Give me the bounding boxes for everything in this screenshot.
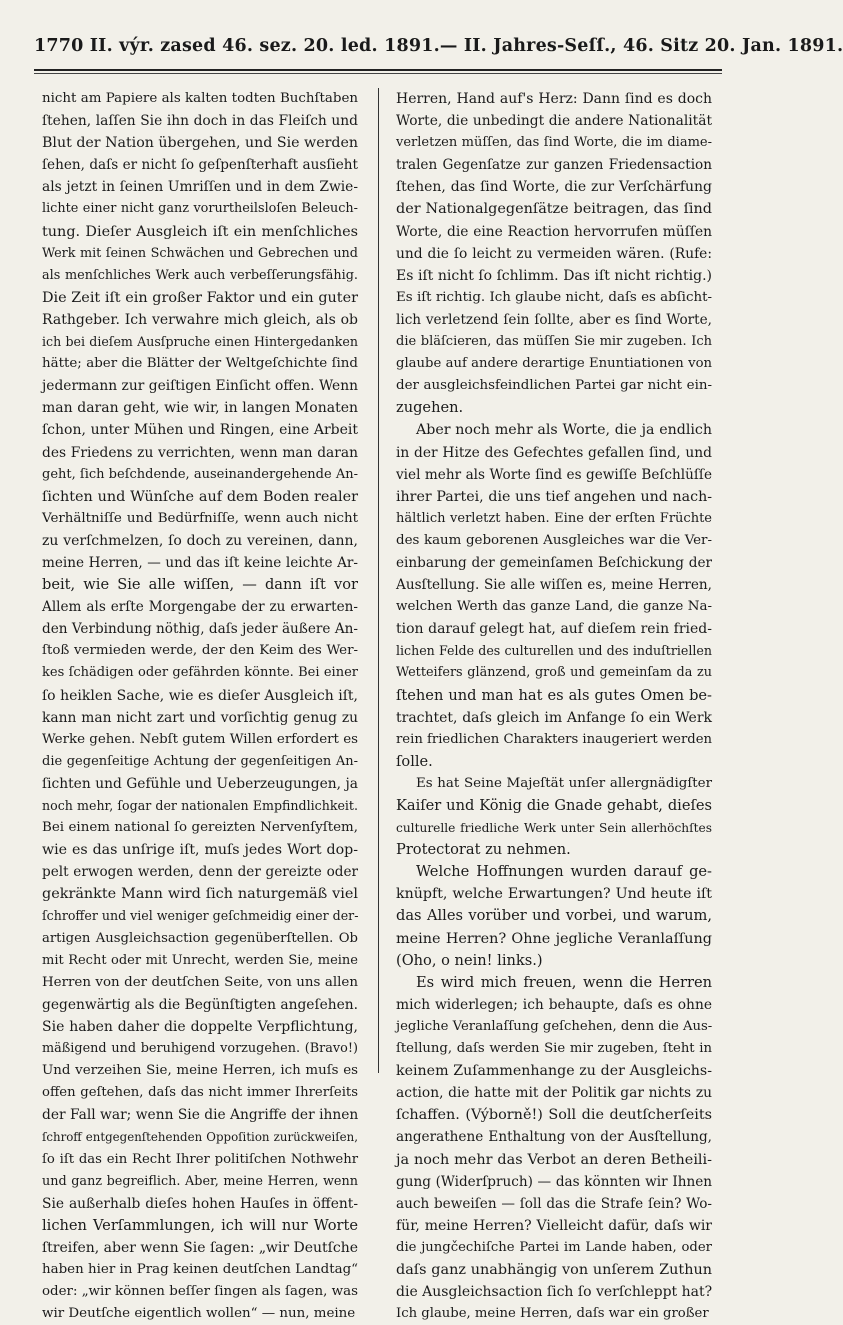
text-line: angerathene Enthaltung von der Ausſtellung, xyxy=(396,1129,712,1146)
text-line: auch beweiſen — ſoll das die Strafe ſein? Wo- xyxy=(396,1195,712,1212)
text-line: tung. Dieſer Ausgleich iſt ein menſchliches xyxy=(42,223,358,240)
text-line: ſo heiklen Sache, wie es dieſer Ausgleich iſt, xyxy=(42,687,358,704)
text-line: Allem als erſte Morgengabe der zu erwarten- xyxy=(42,599,358,616)
text-line: Protectorat zu nehmen. xyxy=(396,841,571,859)
text-line: ſchroffer und viel weniger geſchmeidig einer der- xyxy=(42,908,359,924)
text-line: jedermann zur geiſtigen Einſicht offen. Wenn xyxy=(42,378,358,395)
text-line: gegenwärtig als die Begünſtigten angeſehen. xyxy=(42,996,359,1013)
text-line: gung (Widerſpruch) — das könnten wir Ihnen xyxy=(396,1173,712,1190)
text-line: man daran geht, wie wir, in langen Monaten xyxy=(42,400,358,417)
text-line: mich widerlegen; ich behaupte, daſs es ohne xyxy=(396,996,712,1013)
text-line: nicht am Papiere als kalten todten Buchſtaben xyxy=(42,91,358,106)
text-line: lichte einer nicht ganz vorurtheilsloſen Beleuch- xyxy=(42,201,358,217)
text-line: culturelle friedliche Werk unter Sein allerhöchſtes xyxy=(396,821,712,836)
text-line: ſehen, daſs er nicht ſo geſpenſterhaft ausſieht xyxy=(42,157,358,174)
text-line: tralen Gegenſatze zur ganzen Friedensaction xyxy=(396,157,712,174)
text-line: die bläſcieren, das müſſen Sie mir zugeben. Ich xyxy=(396,334,712,350)
page-header xyxy=(34,36,843,56)
text-line: die jungčechiſche Partei im Lande haben, oder xyxy=(396,1239,712,1255)
text-line: ſchaffen. (Výborně!) Soll die deutſcherſeits xyxy=(396,1107,712,1124)
text-line: der Fall war; wenn Sie die Angriffe der ihnen xyxy=(42,1107,359,1124)
text-line: Bei einem national ſo gereizten Nervenſyſtem, xyxy=(42,820,358,836)
text-line: lichen Felde des culturellen und des induſtriellen xyxy=(396,643,712,659)
text-line: ja noch mehr das Verbot an deren Betheili- xyxy=(396,1151,712,1168)
text-line: der Nationalgegenſätze beitragen, das ſind xyxy=(396,201,712,218)
text-line: Rathgeber. Ich verwahre mich gleich, als ob xyxy=(42,311,358,328)
text-line: Es hat Seine Majeſtät unſer allergnädigſter xyxy=(416,775,712,791)
text-line: artigen Ausgleichsaction gegenüberſtellen. Ob xyxy=(42,930,358,946)
text-line: Es iſt nicht ſo ſchlimm. Das iſt nicht richtig.) xyxy=(396,267,712,284)
right-column xyxy=(396,88,712,1325)
text-line: hältlich verletzt haben. Eine der erſten Früchte xyxy=(396,510,712,526)
text-line: Wetteifers glänzend, groß und gemeinſam da zu xyxy=(396,665,712,681)
text-line: beit, wie Sie alle wiſſen, — dann iſt vor xyxy=(42,576,358,594)
header-german: — II. Jahres-Seſſ., 46. Sitz 20. Jan. 1891. xyxy=(439,36,843,56)
text-line: in der Hitze des Gefechtes gefallen ſind, und xyxy=(396,444,712,461)
text-line: meine Herren, — und das iſt keine leichte Ar- xyxy=(42,554,358,571)
text-line: meine Herren? Ohne jegliche Veranlaſſung xyxy=(396,930,712,947)
text-line: mit Recht oder mit Unrecht, werden Sie, meine xyxy=(42,952,358,968)
text-line: offen geſtehen, daſs das nicht immer Ihrerſeits xyxy=(42,1085,358,1101)
text-line: zugehen. xyxy=(396,399,464,417)
text-line: ſtehen, das ſind Worte, die zur Verſchärfung xyxy=(396,179,712,196)
text-line: gekränkte Mann wird ſich naturgemäß viel xyxy=(42,886,358,903)
text-line: Worte, die unbedingt die andere Nationalität xyxy=(396,113,712,130)
text-line: daſs ganz unabhängig von unſerem Zuthun xyxy=(396,1261,712,1278)
text-line: ſichten und Gefühle und Ueberzeugungen, ja xyxy=(42,775,358,792)
text-line: kes ſchädigen oder gefährden könnte. Bei einer xyxy=(42,665,358,681)
text-line: hätte; aber die Blätter der Weltgeſchichte ſind xyxy=(42,356,358,372)
text-line: oder: „wir können beſſer ſingen als ſagen, was xyxy=(42,1284,358,1300)
text-line: wir Deutſche eigentlich wollen“ — nun, meine xyxy=(42,1306,356,1322)
text-line: Werke gehen. Nebſt gutem Willen erfordert es xyxy=(42,731,358,747)
header-czech: 1770 II. výr. zased 46. sez. 20. led. 1891. xyxy=(34,36,440,56)
text-line: des kaum geborenen Ausgleiches war die Ver- xyxy=(396,532,712,548)
text-line: für, meine Herren? Vielleicht dafür, daſs wir xyxy=(396,1217,712,1234)
text-line: ſolle. xyxy=(396,752,433,770)
text-line: ich bei dieſem Ausſpruche einen Hintergedanken xyxy=(42,334,358,350)
text-line: den Verbindung nöthig, daſs jeder äußere An- xyxy=(42,621,358,638)
text-line: Sie außerhalb dieſes hohen Hauſes in öffent- xyxy=(42,1195,358,1212)
text-line: Die Zeit iſt ein großer Faktor und ein guter xyxy=(42,289,358,306)
column-divider xyxy=(378,88,379,1073)
text-line: ſchon, unter Mühen und Ringen, eine Arbeit xyxy=(42,422,358,439)
text-line: und die ſo leicht zu vermeiden wären. (Rufe: xyxy=(396,245,712,262)
text-line: Worte, die eine Reaction hervorrufen müſſen xyxy=(396,223,712,240)
text-line: action, die hatte mit der Politik gar nichts zu xyxy=(396,1085,712,1102)
text-line: Blut der Nation übergehen, und Sie werden xyxy=(42,135,358,152)
text-line: rein friedlichen Charakters inaugeriert werden xyxy=(396,731,713,747)
text-line: Es iſt richtig. Ich glaube nicht, daſs es abſicht- xyxy=(396,289,712,305)
text-line: als menſchliches Werk auch verbeſſerungsfähig. xyxy=(42,267,358,283)
text-line: Es wird mich freuen, wenn die Herren xyxy=(416,973,712,991)
text-line: knüpft, welche Erwartungen? Und heute iſt xyxy=(396,886,712,903)
text-line: der ausgleichsfeindlichen Partei gar nicht ein- xyxy=(396,378,712,394)
header-rule-thin xyxy=(34,73,722,74)
text-line: geht, ſich beſchdende, auseinandergehende An- xyxy=(42,466,358,482)
text-line: kann man nicht zart und vorſichtig genug zu xyxy=(42,709,358,726)
text-line: Ich glaube, meine Herren, daſs war ein großer xyxy=(396,1306,709,1322)
text-line: lichen Verſammlungen, ich will nur Worte xyxy=(42,1216,358,1234)
text-line: Und verzeihen Sie, meine Herren, ich muſs es xyxy=(42,1063,358,1079)
text-line: des Friedens zu verrichten, wenn man daran xyxy=(42,444,358,461)
text-line: ſtellung, daſs werden Sie mir zugeben, ſteht in xyxy=(396,1041,712,1057)
text-line: welchen Werth das ganze Land, die ganze Na- xyxy=(396,599,712,615)
text-line: Sie haben daher die doppelte Verpflichtung, xyxy=(42,1018,358,1035)
text-line: Kaiſer und König die Gnade gehabt, dieſes xyxy=(396,797,712,814)
text-line: ſtehen, laſſen Sie ihn doch in das Fleiſch und xyxy=(42,113,358,130)
text-line: Aber noch mehr als Worte, die ja endlich xyxy=(416,422,712,439)
text-line: ſchroff entgegenſtehenden Oppoſition zurückweiſen, xyxy=(42,1130,358,1145)
text-line: lich verletzend ſein ſollte, aber es ſind Worte, xyxy=(396,311,712,328)
text-line: ihrer Partei, die uns tief angehen und nach- xyxy=(396,488,712,505)
text-line: Verhältniſſe und Bedürfniſſe, wenn auch nicht xyxy=(42,510,358,526)
text-line: viel mehr als Worte ſind es gewiſſe Beſchlüſſe xyxy=(396,466,712,483)
text-line: trachtet, daſs gleich im Anfange ſo ein Werk xyxy=(396,709,712,726)
text-line: glaube auf andere derartige Enuntiationen von xyxy=(396,356,712,372)
text-line: Ausſtellung. Sie alle wiſſen es, meine Herren, xyxy=(396,577,712,594)
text-line: zu verſchmelzen, ſo doch zu vereinen, dann, xyxy=(42,532,358,549)
text-line: verletzen müſſen, das ſind Worte, die im diame- xyxy=(396,135,712,151)
header-rule xyxy=(34,69,722,71)
text-line: Werk mit ſeinen Schwächen und Gebrechen und xyxy=(42,245,358,261)
text-line: jegliche Veranlaſſung geſchehen, denn die Aus- xyxy=(396,1018,713,1034)
text-line: Herren, Hand auf's Herz: Dann ſind es doch xyxy=(396,91,712,107)
text-line: haben hier in Prag keinen deutſchen Landtag“ xyxy=(42,1261,358,1277)
text-line: als jetzt in ſeinen Umriſſen und in dem Zwie- xyxy=(42,179,358,196)
text-line: ſo iſt das ein Recht Ihrer politiſchen Nothwehr xyxy=(42,1151,358,1167)
text-line: noch mehr, ſogar der nationalen Empfindlichkeit. xyxy=(42,798,358,813)
text-line: Herren von der deutſchen Seite, von uns allen xyxy=(42,974,358,990)
text-line: einbarung der gemeinſamen Beſchickung der xyxy=(396,554,712,571)
text-line: das Alles vorüber und vorbei, und warum, xyxy=(396,907,712,925)
text-line: und ganz begreiflich. Aber, meine Herren, wenn xyxy=(42,1173,358,1189)
text-line: pelt erwogen werden, denn der gereizte oder xyxy=(42,864,358,881)
text-line: ſtoß vermieden werde, der den Keim des Wer- xyxy=(42,643,358,659)
text-line: die Ausgleichsaction ſich ſo verſchleppt hat? xyxy=(396,1284,713,1301)
text-line: keinem Zuſammenhange zu der Ausgleichs- xyxy=(396,1063,712,1080)
text-line: die gegenſeitige Achtung der gegenſeitigen An- xyxy=(42,753,358,769)
text-line: (Oho, o nein! links.) xyxy=(396,951,543,969)
text-line: mäßigend und beruhigend vorzugehen. (Bravo!) xyxy=(42,1041,358,1057)
text-line: wie es das unſrige iſt, muſs jedes Wort dop- xyxy=(42,842,358,859)
text-line: ſtehen und man hat es als gutes Omen be- xyxy=(396,686,712,704)
text-line: tion darauf gelegt hat, auf dieſem rein fried- xyxy=(396,621,712,638)
left-column xyxy=(42,88,358,1325)
text-line: ſichten und Wünſche auf dem Boden realer xyxy=(42,488,358,505)
text-line: ſtreifen, aber wenn Sie ſagen: „wir Deutſche xyxy=(42,1239,358,1256)
text-line: Welche Hoffnungen wurden darauf ge- xyxy=(416,863,712,881)
